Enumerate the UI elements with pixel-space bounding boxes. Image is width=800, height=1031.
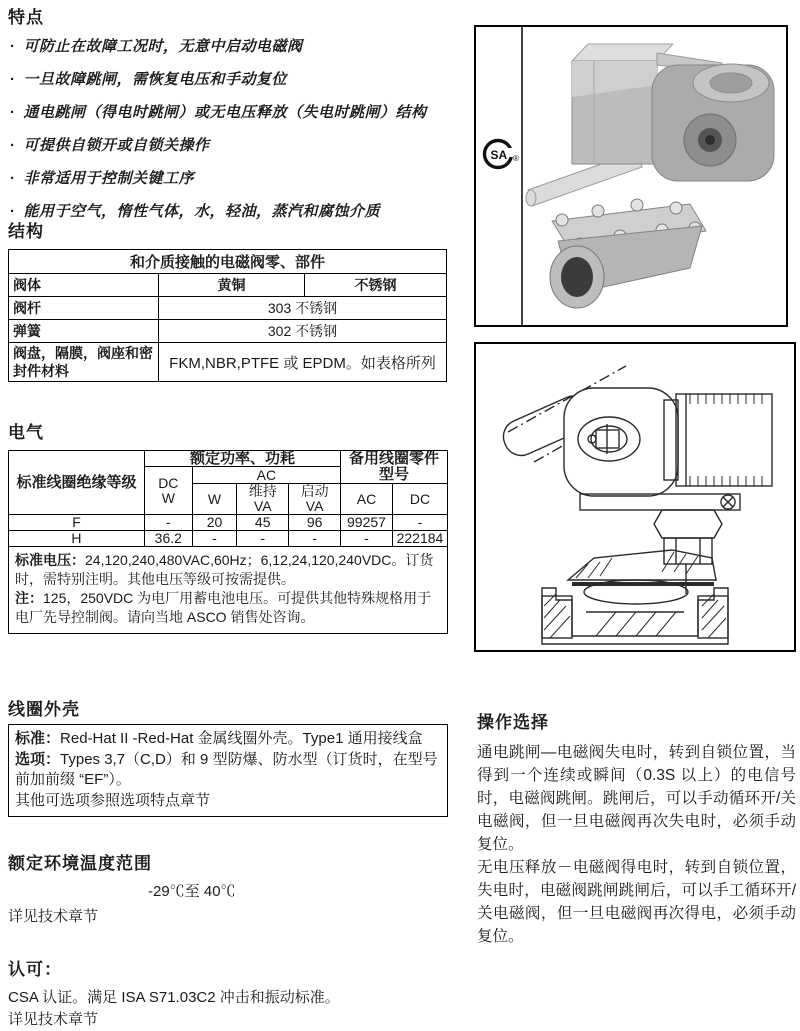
feature-item: [8, 70, 462, 90]
cell-value: FKM,NBR,PTFE 或 EPDM。如表格所列: [159, 343, 447, 382]
coil-housing-box: [8, 724, 448, 817]
features-title: 特点: [8, 8, 44, 27]
table-row: [9, 274, 447, 297]
sub-header-dc: DC: [392, 484, 447, 515]
dc-note-text: 125，250VDC 为电厂用蓄电池电压。可提供其他特殊规格用于电厂先导控制阀。请向当地 ASCO 销售处咨询。: [15, 590, 432, 625]
coil-housing-section: [8, 695, 448, 817]
temperature-section: [8, 849, 448, 926]
power-header-cell: 额定功率、功耗: [144, 451, 340, 467]
cell-value: -: [144, 515, 192, 531]
cell-value: 302 不锈钢: [159, 320, 447, 343]
cross-section-drawing-frame: [474, 342, 796, 652]
cell-value: 黄铜: [159, 274, 305, 297]
valve-cross-section-drawing: [476, 344, 794, 650]
coil-standard-text: Red-Hat II -Red-Hat 金属线圈外壳。Type1 通用接线盒: [60, 730, 423, 747]
temperature-range: -29℃至 40℃: [148, 883, 236, 900]
operation-title: 操作选择: [477, 713, 549, 732]
cell-value: -: [392, 515, 447, 531]
cell-value: 222184: [392, 531, 447, 547]
csa-letters: SA: [490, 148, 508, 162]
coil-housing-title: 线圈外壳: [8, 700, 80, 719]
row-label: 阀体: [9, 274, 159, 297]
construction-title: 结构: [8, 222, 44, 241]
product-photo: [476, 27, 786, 325]
solenoid-valve-photo: [526, 44, 774, 308]
cell-value: -: [192, 531, 237, 547]
feature-item: [8, 103, 462, 123]
table-row: [9, 343, 447, 382]
cell-value: -: [289, 531, 341, 547]
cell-value: 不锈钢: [305, 274, 447, 297]
cell-value: 96: [289, 515, 341, 531]
spare-header-line1: 备用线圈零件: [349, 450, 440, 467]
row-label: 阀杆: [9, 297, 159, 320]
dc-note: [15, 589, 441, 627]
registered-mark: ®: [513, 154, 519, 163]
cell-value: -: [237, 531, 289, 547]
dc-unit: W: [161, 489, 175, 506]
electrical-notes: [9, 547, 448, 634]
cell-class: F: [9, 515, 145, 531]
row-label: 阀盘，隔膜，阀座和密封件材料: [9, 343, 159, 382]
dc-note-label: 注：: [15, 590, 43, 606]
cell-class: H: [9, 531, 145, 547]
electrical-title: 电气: [8, 423, 44, 442]
csa-logo: [485, 141, 520, 168]
temperature-title: 额定环境温度范围: [8, 854, 152, 873]
dc-w-header-cell: [144, 467, 192, 515]
table-row: [9, 250, 447, 274]
feature-text: · 通电跳闸（得电时跳闸）或无电压释放（失电时跳闸）结构: [23, 104, 427, 121]
cell-value: 99257: [341, 515, 393, 531]
table-row: [9, 297, 447, 320]
feature-text: · 非常适用于控制关键工序: [23, 170, 195, 187]
operation-para-trip: 通电跳闸—电磁阀失电时，转到自锁位置，当得到一个连续或瞬间（0.3S 以上）的电信号时，电磁阀跳闸。跳闸后，可以手动循环开/关电磁阀，但一旦电磁阀再次失电时，必须手动复位。: [477, 744, 796, 853]
spare-header-cell: [341, 451, 448, 484]
sub-header-hold: 维持 VA: [237, 484, 289, 515]
coil-standard-label: 标准：: [15, 730, 61, 747]
table-row-notes: [9, 547, 448, 634]
coil-option-text: Types 3,7（C,D）和 9 型防爆、防水型（订货时，在型号前加前缀 “EF”）。: [15, 750, 438, 788]
construction-table: [8, 249, 447, 382]
voltage-note-label: 标准电压：: [15, 552, 85, 568]
feature-text: · 可提供自锁开或自锁关操作: [23, 137, 210, 154]
voltage-note-text: 24,120,240,480VAC,60Hz；6,12,24,120,240VDC。订货时，需特别注明。其他电压等级可按需提供。: [15, 552, 434, 587]
table-row-f: [9, 515, 448, 531]
table-row: [9, 320, 447, 343]
coil-option-line: [15, 750, 439, 791]
table-row: [9, 451, 448, 467]
insulation-header-cell: 标准线圈绝缘等级: [9, 451, 145, 515]
construction-table-header: 和介质接触的电磁阀零、部件: [9, 250, 447, 274]
feature-item: [8, 37, 462, 57]
cell-value: 20: [192, 515, 237, 531]
cell-value: 36.2: [144, 531, 192, 547]
construction-section: [8, 217, 446, 382]
approval-line2: 详见技术章节: [8, 1011, 99, 1028]
temperature-note: 详见技术章节: [8, 908, 99, 925]
electrical-section: [8, 418, 448, 634]
approval-section: [8, 955, 448, 1031]
feature-text: · 可防止在故障工况时，无意中启动电磁阀: [23, 38, 303, 55]
coil-standard-line: [15, 729, 439, 750]
voltage-note: [15, 551, 441, 589]
feature-text: · 能用于空气，惰性气体，水，轻油，蒸汽和腐蚀介质: [23, 203, 381, 220]
feature-item: [8, 136, 462, 156]
features-section: [8, 3, 462, 235]
cell-value: -: [341, 531, 393, 547]
operation-section: [477, 708, 796, 948]
coil-other-line: 其他可选项参照选项特点章节: [15, 791, 211, 809]
table-row-h: [9, 531, 448, 547]
ac-header-cell: AC: [192, 467, 340, 484]
electrical-table: [8, 450, 448, 634]
coil-option-label: 选项：: [15, 750, 61, 768]
sub-header-ac: AC: [341, 484, 393, 515]
approval-line1: CSA 认证。满足 ISA S71.03C2 冲击和振动标准。: [8, 989, 340, 1006]
feature-text: · 一旦故障跳闸，需恢复电压和手动复位: [23, 71, 288, 88]
sub-header-inrush: 启动 VA: [289, 484, 341, 515]
cell-value: 303 不锈钢: [159, 297, 447, 320]
cell-value: 45: [237, 515, 289, 531]
row-label: 弹簧: [9, 320, 159, 343]
spare-header-line2: 型号: [379, 466, 410, 483]
product-photo-frame: [474, 25, 788, 327]
feature-item: [8, 169, 462, 189]
dc-label: DC: [158, 474, 179, 491]
operation-para-release: 无电压释放－电磁阀得电时，转到自锁位置，失电时，电磁阀跳闸跳闸后，可以手工循环开/关电磁阀，但一旦电磁阀再次得电，必须手动复位。: [477, 859, 796, 945]
approval-title: 认可：: [8, 960, 62, 979]
sub-header-w: W: [192, 484, 237, 515]
